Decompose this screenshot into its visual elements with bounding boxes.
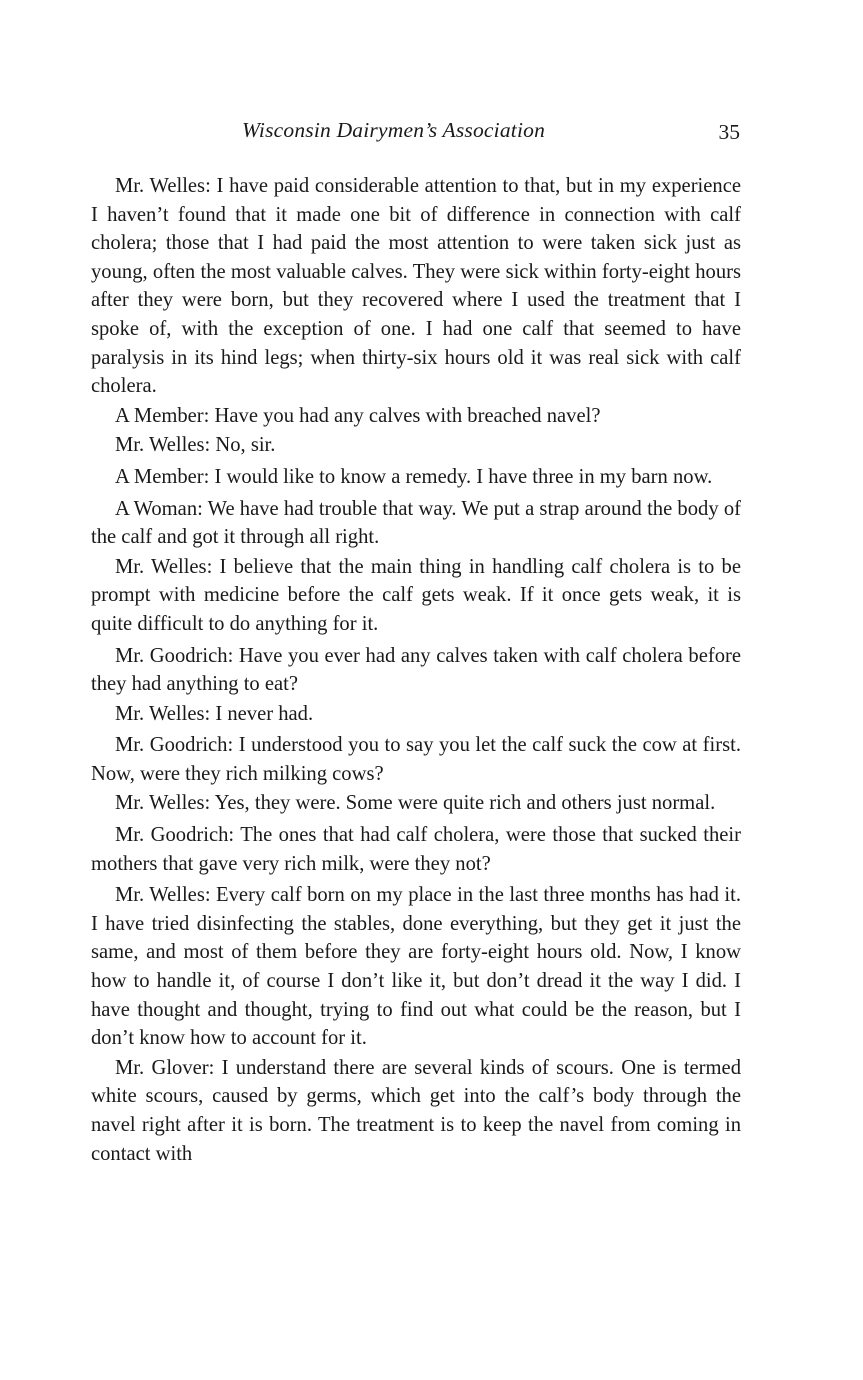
running-title: Wisconsin Dairymen’s Association [242,118,546,142]
paragraph-glover-1: Mr. Glover: I understand there are several kinds of scours. One is termed white scours, caused by germs, which get into the calf’s body through the navel right after it is born. The treatment is to keep the navel from coming in contact with [91,1056,741,1165]
paragraph-welles-3: Mr. Welles: I believe that the main thing in handling calf cholera is to be prompt with medicine before the calf gets weak. If it once gets weak, it is quite difficult to do anything for it. [91,555,741,635]
paragraph-welles-2: Mr. Welles: No, sir. [115,434,276,457]
paragraph-member-1: A Member: Have you had any calves with breached navel? [115,404,601,427]
paragraph-welles-6: Mr. Welles: Every calf born on my place in the last three months has had it. I have tried disinfecting the stables, done everything, but they get it just the same, and most of them before they are forty-eight hours old. Now, I know how to handle it, of course I don’t like it, but don’t dread it the way I did. I have thought and thought, trying to find out what could be the reason, but I don’t know how to account for it. [91,884,741,1050]
page-header [92,118,742,152]
paragraph-welles-1: Mr. Welles: I have paid considerable attention to that, but in my experience I haven’t found that it made one bit of difference in connection with calf cholera; those that I had paid the most attention to were taken sick just as young, often the most valuable calves. They were sick within forty-eight hours after they were born, but they recovered where I used the treatment that I spoke of, with the exception of one. I had one calf that seemed to have paralysis in its hind legs; when thirty-six hours old it was real sick with calf cholera. [91,175,741,398]
paragraph-goodrich-2: Mr. Goodrich: I understood you to say you let the calf suck the cow at first. Now, were they rich milking cows? [91,734,741,785]
body-text [91,172,741,1168]
paragraph-welles-4: Mr. Welles: I never had. [115,702,314,725]
paragraph-welles-5: Mr. Welles: Yes, they were. Some were quite rich and others just normal. [115,792,716,815]
paragraph-goodrich-1: Mr. Goodrich: Have you ever had any calves taken with calf cholera before they had anything to eat? [91,644,741,696]
paragraph-member-2: A Member: I would like to know a remedy. I have three in my barn now. [115,465,713,488]
page-number: 35 [718,120,740,144]
paragraph-goodrich-3: Mr. Goodrich: The ones that had calf cholera, were those that sucked their mothers that gave very rich milk, were they not? [91,824,741,875]
paragraph-woman-1: A Woman: We have had trouble that way. We put a strap around the body of the calf and got it through all right. [91,497,741,549]
